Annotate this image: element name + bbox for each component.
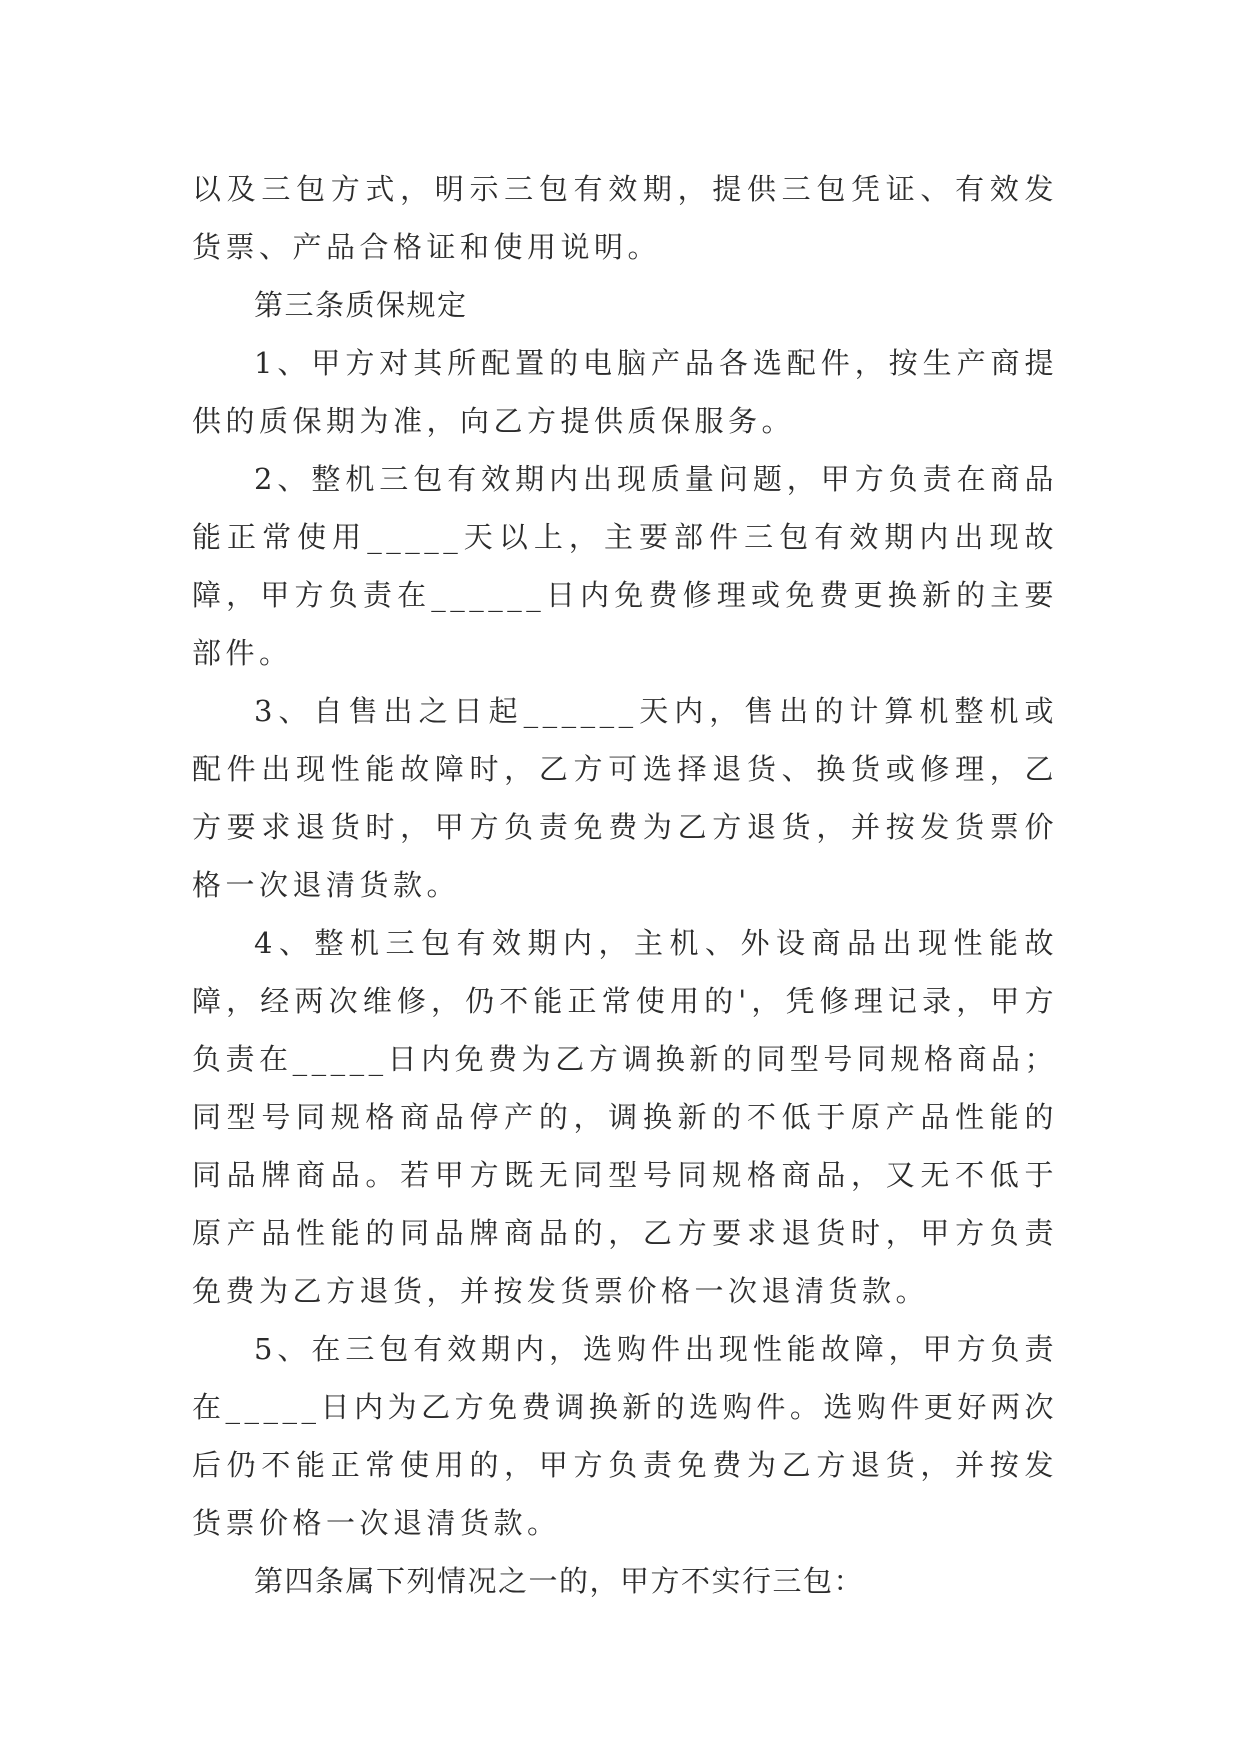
paragraph-warranty-obligations-continued: 以及三包方式，明示三包有效期，提供三包凭证、有效发货票、产品合格证和使用说明。 <box>192 172 1058 264</box>
clause-5-optional-parts: 5、在三包有效期内，选购件出现性能故障，甲方负责在_____日内为乙方免费调换新的选购件。选购件更好两次后仍不能正常使用的，甲方负责免费为乙方退货，并按发货票价格一次退清货款。 <box>192 1332 1058 1540</box>
clause-3-return-period: 3、自售出之日起______天内，售出的计算机整机或配件出现性能故障时，乙方可选择退货、换货或修理，乙方要求退货时，甲方负责免费为乙方退货，并按发货票价格一次退清货款。 <box>192 694 1058 902</box>
clause-4-replacement-after-repairs: 4、整机三包有效期内，主机、外设商品出现性能故障，经两次维修，仍不能正常使用的'，凭修理记录，甲方负责在_____日内免费为乙方调换新的同型号同规格商品；同型号同规格商品停产的，调换新的不低于原产品性能的同品牌商品。若甲方既无同型号同规格商品，又无不低于原产品性能的同品牌商品的，乙方要求退货时，甲方负责免费为乙方退货，并按发货票价格一次退清货款。 <box>192 926 1058 1308</box>
clause-2-main-parts-repair: 2、整机三包有效期内出现质量问题，甲方负责在商品能正常使用_____天以上，主要部件三包有效期内出现故障，甲方负责在______日内免费修理或免费更换新的主要部件。 <box>192 462 1058 670</box>
clause-1-component-warranty: 1、甲方对其所配置的电脑产品各选配件，按生产商提供的质保期为准，向乙方提供质保服务。 <box>192 346 1058 438</box>
section-heading-article-4: 第四条属下列情况之一的，甲方不实行三包： <box>254 1564 865 1598</box>
section-heading-article-3: 第三条质保规定 <box>254 288 468 322</box>
contract-text-body <box>192 160 1058 1610</box>
